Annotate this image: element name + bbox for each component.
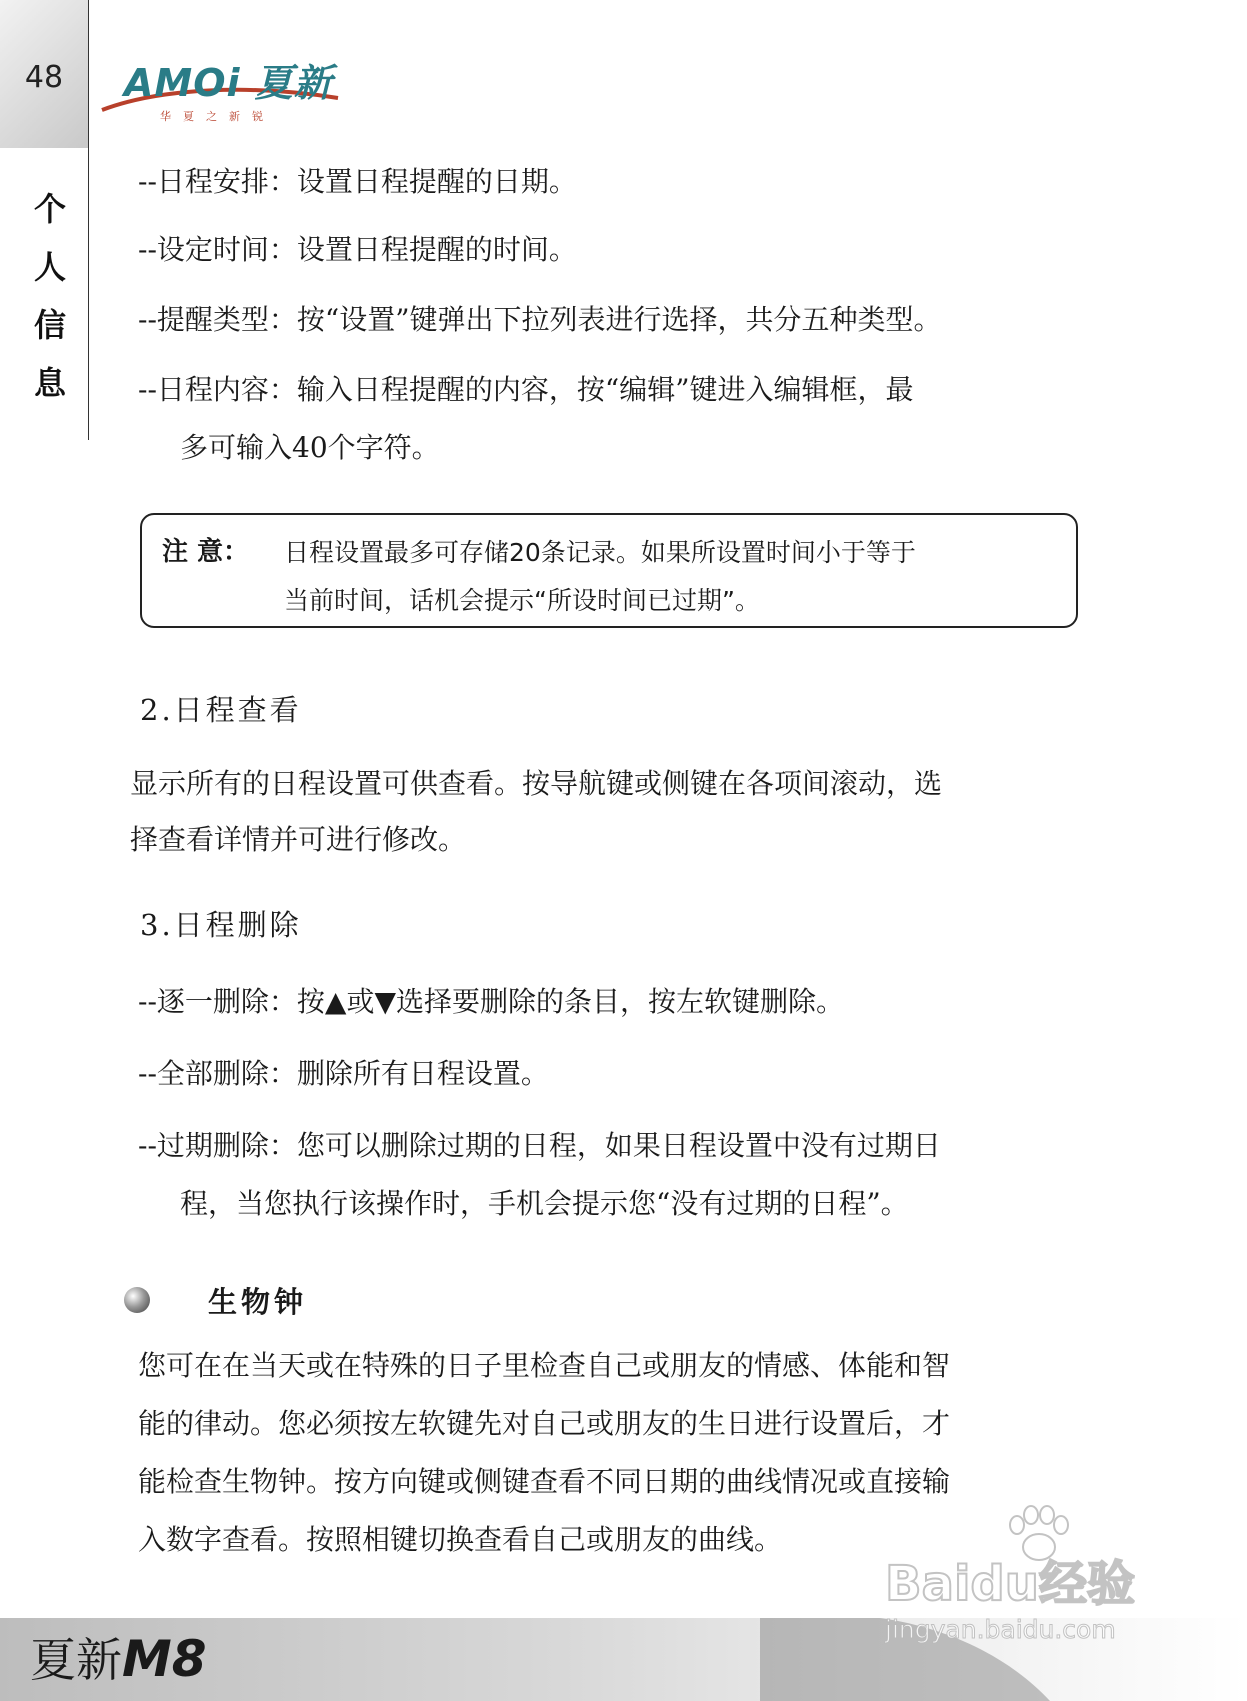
baidu-watermark — [885, 1505, 1185, 1655]
note-line-1: 日程设置最多可存储20条记录。如果所设置时间小于等于 — [284, 538, 916, 567]
delete-all-line: --全部删除：删除所有日程设置。 — [138, 1057, 549, 1090]
delete-one-line: --逐一删除：按▲或▼选择要删除的条目，按左软键删除。 — [138, 985, 844, 1018]
schedule-type-line: --提醒类型：按“设置”键弹出下拉列表进行选择，共分五种类型。 — [138, 303, 942, 336]
bullet-icon — [124, 1287, 150, 1313]
delete-section-heading: 3.日程删除 — [140, 908, 302, 942]
schedule-time-line: --设定时间：设置日程提醒的时间。 — [138, 233, 577, 266]
biorhythm-heading: 生物钟 — [208, 1285, 308, 1319]
chapter-label — [30, 180, 70, 412]
watermark-url: jingyan.baidu.com — [885, 1615, 1116, 1644]
note-box — [140, 513, 1078, 628]
biorhythm-line: 入数字查看。按照相键切换查看自己或朋友的曲线。 — [138, 1523, 783, 1556]
view-section-heading: 2.日程查看 — [140, 693, 302, 727]
delete-expired-cont: 程，当您执行该操作时，手机会提示您“没有过期的日程”。 — [180, 1187, 909, 1220]
schedule-content-cont: 多可输入40个字符。 — [180, 431, 440, 464]
biorhythm-line: 能的律动。您必须按左软键先对自己或朋友的生日进行设置后，才 — [138, 1407, 951, 1440]
delete-expired-line: --过期删除：您可以删除过期的日程，如果日程设置中没有过期日 — [138, 1129, 941, 1162]
watermark-brand: Baidu经验 — [885, 1556, 1135, 1612]
schedule-date-line: --日程安排：设置日程提醒的日期。 — [138, 165, 577, 198]
logo-tagline: 华夏之新锐 — [160, 110, 275, 123]
note-title: 注 意： — [162, 537, 250, 567]
chapter-char: 个 — [33, 190, 66, 228]
footer-model: M8 — [122, 1630, 207, 1688]
logo-brand: AMOi 夏新 — [124, 61, 333, 105]
biorhythm-line: 您可在在当天或在特殊的日子里检查自己或朋友的情感、体能和智 — [138, 1349, 951, 1382]
chapter-char: 人 — [33, 248, 66, 286]
footer-brand-name: 夏新 — [30, 1633, 122, 1687]
schedule-content-line: --日程内容：输入日程提醒的内容，按“编辑”键进入编辑框，最 — [138, 373, 914, 406]
amoi-logo — [100, 52, 350, 124]
chapter-char: 息 — [33, 364, 66, 402]
side-divider — [88, 0, 89, 440]
page-number: 48 — [24, 60, 64, 95]
view-section-line-2: 择查看详情并可进行修改。 — [130, 823, 467, 856]
note-line-2: 当前时间，话机会提示“所设时间已过期”。 — [284, 586, 760, 615]
chapter-char: 信 — [33, 306, 66, 344]
footer-brand — [30, 1624, 207, 1690]
view-section-line-1: 显示所有的日程设置可供查看。按导航键或侧键在各项间滚动，选 — [130, 767, 943, 800]
biorhythm-line: 能检查生物钟。按方向键或侧键查看不同日期的曲线情况或直接输 — [138, 1465, 951, 1498]
